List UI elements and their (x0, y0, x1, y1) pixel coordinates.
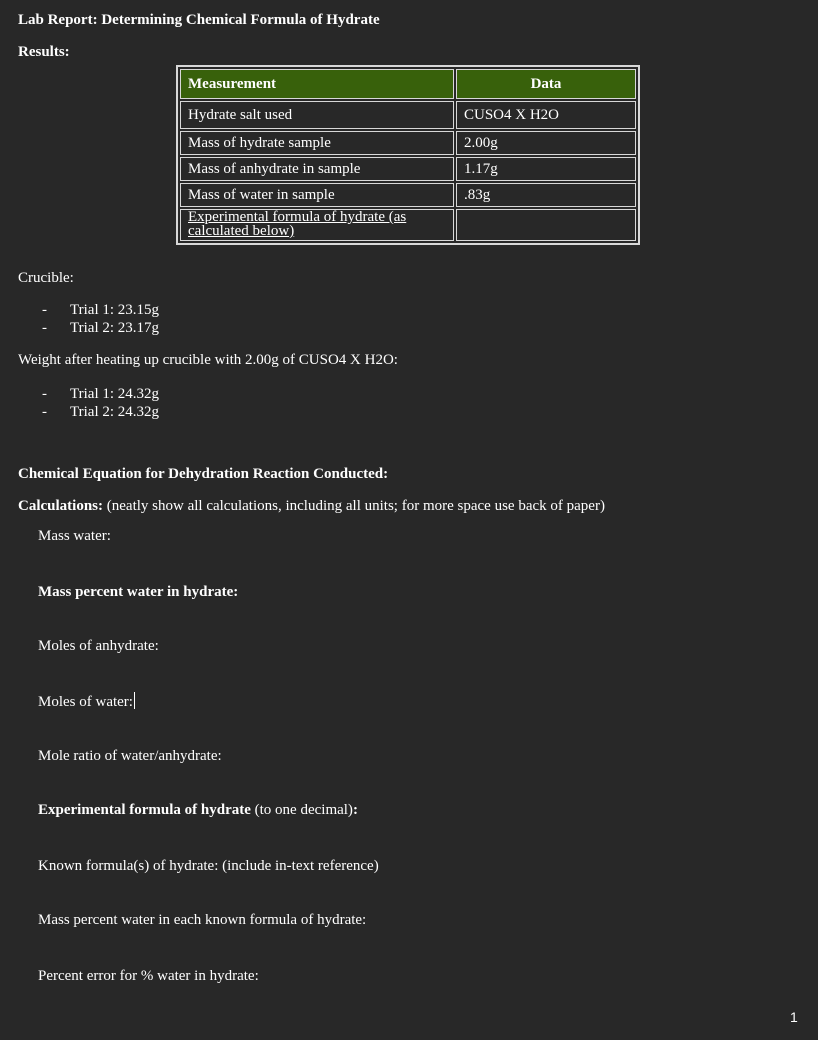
table-row (180, 157, 636, 181)
table-cell[interactable]: CUSO4 X H2O (456, 101, 636, 129)
table-header-measurement: Measurement (180, 69, 454, 99)
table-row (180, 183, 636, 207)
table-cell[interactable]: Hydrate salt used (180, 101, 454, 129)
crucible-label: Crucible: (18, 270, 74, 286)
mass-percent-label[interactable]: Mass percent water in hydrate: (38, 584, 239, 600)
bullet-dash: - (42, 302, 47, 318)
list-item-text: Trial 2: 24.32g (70, 404, 160, 420)
experimental-formula-label: Experimental formula of hydrate (38, 802, 251, 818)
equation-heading: Chemical Equation for Dehydration Reaction Conducted: (18, 466, 389, 482)
table-header-data: Data (456, 69, 636, 99)
text-cursor (134, 692, 135, 709)
table-row (180, 131, 636, 155)
weight-heading: Weight after heating up crucible with 2.00g of CUSO4 X H2O: (18, 352, 398, 368)
calculations-label: Calculations: (18, 498, 104, 514)
percent-error-label[interactable]: Percent error for % water in hydrate: (38, 968, 259, 984)
calculations-note: (neatly show all calculations, including all units; for more space use back of paper) (106, 498, 605, 514)
moles-water-line[interactable] (38, 692, 135, 711)
table-cell[interactable]: Experimental formula of hydrate (as calculated below) (180, 209, 454, 241)
calculations-line (18, 498, 605, 515)
table-cell[interactable]: Mass of water in sample (180, 183, 454, 207)
bullet-dash: - (42, 404, 47, 420)
experimental-formula-colon: : (352, 802, 358, 818)
table-cell[interactable] (456, 209, 636, 241)
table-cell[interactable]: .83g (456, 183, 636, 207)
moles-anhydrate-label[interactable]: Moles of anhydrate: (38, 638, 159, 654)
table-header-row (180, 69, 636, 99)
moles-water-label: Moles of water: (38, 694, 133, 710)
list-item-text: Trial 1: 24.32g (70, 386, 160, 402)
list-item (42, 320, 159, 337)
list-item (42, 302, 159, 319)
table-cell[interactable]: 1.17g (456, 157, 636, 181)
table-row (180, 101, 636, 129)
table-cell[interactable]: Mass of anhydrate in sample (180, 157, 454, 181)
list-item-text: Trial 2: 23.17g (70, 320, 160, 336)
known-formula-label[interactable]: Known formula(s) of hydrate: (include in-text reference) (38, 858, 379, 874)
mass-percent-known-label[interactable]: Mass percent water in each known formula of hydrate: (38, 912, 367, 928)
mole-ratio-label[interactable]: Mole ratio of water/anhydrate: (38, 748, 222, 764)
page-title: Lab Report: Determining Chemical Formula of Hydrate (18, 12, 380, 28)
table-cell[interactable]: 2.00g (456, 131, 636, 155)
mass-water-label[interactable]: Mass water: (38, 528, 111, 544)
list-item (42, 386, 159, 403)
table-row (180, 209, 636, 241)
bullet-dash: - (42, 386, 47, 402)
experimental-formula-line[interactable] (38, 802, 358, 819)
experimental-formula-note: (to one decimal) (254, 802, 353, 818)
results-table (176, 65, 640, 245)
results-label: Results: (18, 44, 70, 60)
table-cell[interactable]: Mass of hydrate sample (180, 131, 454, 155)
list-item (42, 404, 159, 421)
bullet-dash: - (42, 320, 47, 336)
page-number: 1 (790, 1009, 798, 1025)
list-item-text: Trial 1: 23.15g (70, 302, 160, 318)
